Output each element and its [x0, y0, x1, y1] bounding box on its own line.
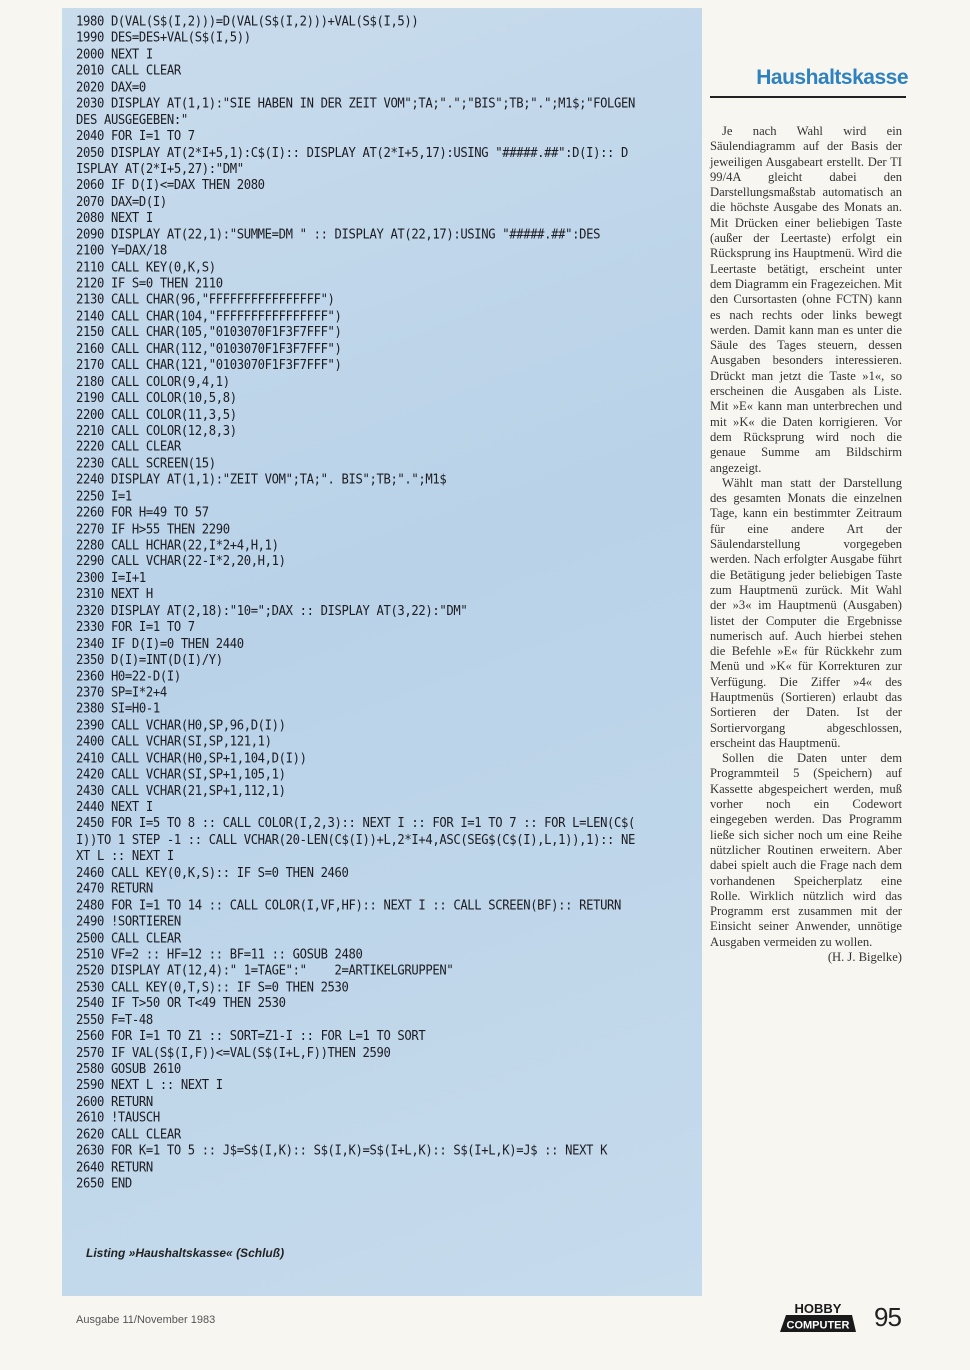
code-line: 2230 CALL SCREEN(15): [76, 455, 216, 471]
code-line: 2140 CALL CHAR(104,"FFFFFFFFFFFFFFFF"): [76, 308, 342, 324]
hobby-computer-logo: [772, 1300, 864, 1334]
code-line: 1980 D(VAL(S$(I,2)))=D(VAL(S$(I,2)))+VAL(S$(I,5)): [76, 14, 419, 29]
code-line: 2320 DISPLAY AT(2,18):"10=";DAX :: DISPLAY AT(3,22):"DM": [76, 603, 468, 618]
article-paragraph: Sollen die Daten unter dem Programmteil 5 (Speichern) auf Kassette abgespeichert werden, muß vorher noch ein Codewort eingegeben werden. Das Programm ließe sich sicher noch um eine Reihe nützlicher Routinen erweitern. Aber dabei spielt auch die Frage nach dem vorhandenen Speicherplatz eine Rolle. Wirklich nützlich wird das Programm erst zusammen mit der Einsicht seiner Anwender, unnötige Ausgaben vermeiden zu wollen.: [710, 751, 902, 949]
code-line: 2070 DAX=D(I): [76, 194, 167, 209]
code-line: 2110 CALL KEY(0,K,S): [76, 259, 216, 275]
code-line: 2160 CALL CHAR(112,"0103070F1F3F7FFF"): [76, 341, 342, 357]
code-line: 2210 CALL COLOR(12,8,3): [76, 423, 237, 438]
code-line: 2360 H0=22-D(I): [76, 668, 181, 684]
code-line: 2220 CALL CLEAR: [76, 439, 181, 455]
code-line: 2380 SI=H0-1: [76, 701, 160, 717]
code-line: 2280 CALL HCHAR(22,I*2+4,H,1): [76, 537, 279, 553]
code-line: 2170 CALL CHAR(121,"0103070F1F3F7FFF"): [76, 357, 342, 373]
code-line: 2100 Y=DAX/18: [76, 243, 167, 258]
code-line: 2550 F=T-48: [76, 1012, 153, 1028]
logo-bottom-text: COMPUTER: [786, 1319, 850, 1332]
code-line: 2370 SP=I*2+4: [76, 684, 167, 700]
code-line: 2480 FOR I=1 TO 14 :: CALL COLOR(I,VF,HF):: NEXT I :: CALL SCREEN(BF):: RETURN: [76, 897, 622, 913]
code-line: 2350 D(I)=INT(D(I)/Y): [76, 652, 223, 668]
code-line: I))TO 1 STEP -1 :: CALL VCHAR(20-LEN(C$(I))+L,2*I+4,ASC(SEG$(C$(I),L,1)),1):: NE: [76, 832, 636, 848]
code-line: 2130 CALL CHAR(96,"FFFFFFFFFFFFFFFF"): [76, 292, 335, 308]
code-line: 2440 NEXT I: [76, 799, 153, 815]
code-line: 2650 END: [76, 1175, 132, 1191]
code-line: 2590 NEXT L :: NEXT I: [76, 1077, 223, 1093]
code-line: 2060 IF D(I)<=DAX THEN 2080: [76, 177, 265, 193]
code-line: 2310 NEXT H: [76, 586, 153, 602]
code-line: 2530 CALL KEY(0,T,S):: IF S=0 THEN 2530: [76, 979, 349, 995]
code-line: 2470 RETURN: [76, 881, 153, 897]
code-line: 2610 !TAUSCH: [76, 1110, 160, 1126]
listing-caption: Listing »Haushaltskasse« (Schluß): [86, 1246, 285, 1260]
code-line: 2520 DISPLAY AT(12,4):" 1=TAGE":" 2=ARTIKELGRUPPEN": [76, 963, 454, 978]
code-line: 2580 GOSUB 2610: [76, 1061, 181, 1077]
code-line: 2390 CALL VCHAR(H0,SP,96,D(I)): [76, 717, 286, 733]
code-line: 2510 VF=2 :: HF=12 :: BF=11 :: GOSUB 2480: [76, 946, 363, 962]
issue-info: Ausgabe 11/November 1983: [76, 1314, 216, 1326]
code-line: 2500 CALL CLEAR: [76, 930, 181, 946]
code-line: 2000 NEXT I: [76, 46, 153, 62]
code-line: DES AUSGEGEBEN:": [76, 112, 188, 128]
code-line: 2300 I=I+1: [76, 570, 146, 586]
code-line: 2450 FOR I=5 TO 8 :: CALL COLOR(I,2,3):: NEXT I :: FOR I=1 TO 7 :: FOR L=LEN(C$(: [76, 815, 636, 831]
code-line: 2400 CALL VCHAR(SI,SP,121,1): [76, 734, 272, 749]
code-line: 2290 CALL VCHAR(22-I*2,20,H,1): [76, 554, 286, 569]
code-line: XT L :: NEXT I: [76, 848, 174, 864]
code-line: 2250 I=1: [76, 488, 132, 504]
code-line: 2460 CALL KEY(0,K,S):: IF S=0 THEN 2460: [76, 864, 349, 880]
code-line: ISPLAY AT(2*I+5,27):"DM": [76, 161, 244, 177]
code-line: 2180 CALL COLOR(9,4,1): [76, 374, 230, 389]
code-line: 2120 IF S=0 THEN 2110: [76, 275, 223, 291]
code-line: 2410 CALL VCHAR(H0,SP+1,104,D(I)): [76, 750, 307, 766]
code-line: 2430 CALL VCHAR(21,SP+1,112,1): [76, 783, 286, 798]
code-line: 2600 RETURN: [76, 1094, 153, 1109]
code-line: 2030 DISPLAY AT(1,1):"SIE HABEN IN DER ZEIT VOM";TA;".";"BIS";TB;".";M1$;"FOLGEN: [76, 95, 636, 111]
article-paragraph: Wählt man statt der Darstellung des gesamten Monats die einzelnen Tage, kann ein bestimmter Zeitraum für eine andere Art der Säulendarstellung vorgegeben werden. Nach erfolgter Ausgabe führt die Betätigung jeder beliebigen Taste zum Hauptmenü zurück. Mit Wahl der »3« im Hauptmenü (Ausgaben) listet der Computer die Ergebnisse numerisch auf. Auch hierbei stehen die Befehle »E« für Rückkehr zum Menü und »K« für Korrekturen zur Verfügung. Die Ziffer »4« des Hauptmenüs (Sortieren) erlaubt das Sortieren der Daten. Ist der Sortiervorgang abgeschlossen, erscheint das Hauptmenü.: [710, 475, 902, 750]
article-author: (H. J. Bigelke): [827, 950, 902, 965]
code-line: 2190 CALL COLOR(10,5,8): [76, 390, 237, 406]
code-line: 2490 !SORTIEREN: [76, 914, 181, 929]
code-line: 2540 IF T>50 OR T<49 THEN 2530: [76, 995, 286, 1011]
code-line: 2050 DISPLAY AT(2*I+5,1):C$(I):: DISPLAY AT(2*I+5,17):USING "#####.##":D(I):: D: [76, 144, 629, 160]
code-line: 2240 DISPLAY AT(1,1):"ZEIT VOM";TA;". BIS";TB;".";M1$: [76, 472, 447, 488]
code-line: 2630 FOR K=1 TO 5 :: J$=S$(I,K):: S$(I,K)=S$(I+L,K):: S$(I+L,K)=J$ :: NEXT K: [76, 1143, 608, 1158]
code-line: 2040 FOR I=1 TO 7: [76, 128, 195, 144]
article-paragraph: Je nach Wahl wird ein Säulendiagramm auf der Basis der jeweiligen Ausgabeart erstellt. Der TI 99/4A gleicht dabei den Darstellungsmaßstab automatisch an die höchste Ausgabe des Monats an. Mit Drücken einer beliebigen Taste (außer der Leertaste) erfolgt ein Rücksprung ins Hauptmenü. Wird die Leertaste betätigt, erscheint unter dem Diagramm ein Fragezeichen. Mit den Cursortasten (ohne FCTN) kann es nach rechts oder links bewegt werden. Damit kann man es unter die Säule des Tages steuern, dessen Ausgaben besonders interessieren. Drückt man jetzt die Taste »1«, so erscheinen die Ausgaben als Liste. Mit »E« kann man unterbrechen und mit »K« die Daten korrigieren. Vor dem Rücksprung wird noch die genaue Summe am Bildschirm angezeigt.: [710, 124, 902, 475]
code-line: 2330 FOR I=1 TO 7: [76, 619, 195, 635]
code-line: 2420 CALL VCHAR(SI,SP+1,105,1): [76, 766, 286, 782]
code-line: 2340 IF D(I)=0 THEN 2440: [76, 635, 244, 651]
code-line: 2640 RETURN: [76, 1159, 153, 1175]
code-line: 2560 FOR I=1 TO Z1 :: SORT=Z1-I :: FOR L=1 TO SORT: [76, 1028, 426, 1044]
code-line: 2020 DAX=0: [76, 79, 146, 95]
code-line: 2150 CALL CHAR(105,"0103070F1F3F7FFF"): [76, 324, 342, 340]
title-divider: [710, 96, 906, 98]
code-line: 2260 FOR H=49 TO 57: [76, 504, 209, 520]
code-line: 2080 NEXT I: [76, 210, 153, 226]
code-line: 2010 CALL CLEAR: [76, 63, 181, 78]
code-listing: [76, 14, 696, 1192]
article-title: Haushaltskasse: [756, 66, 908, 89]
code-line: 2270 IF H>55 THEN 2290: [76, 521, 230, 537]
article-body: [710, 124, 902, 965]
code-line: 2620 CALL CLEAR: [76, 1126, 181, 1142]
page-number: 95: [874, 1302, 901, 1332]
code-line: 2200 CALL COLOR(11,3,5): [76, 406, 237, 422]
logo-top-text: HOBBY: [794, 1301, 842, 1316]
code-line: 1990 DES=DES+VAL(S$(I,5)): [76, 30, 251, 46]
code-line: 2570 IF VAL(S$(I,F))<=VAL(S$(I+L,F))THEN 2590: [76, 1044, 391, 1060]
code-line: 2090 DISPLAY AT(22,1):"SUMME=DM " :: DISPLAY AT(22,17):USING "#####.##":DES: [76, 226, 601, 242]
